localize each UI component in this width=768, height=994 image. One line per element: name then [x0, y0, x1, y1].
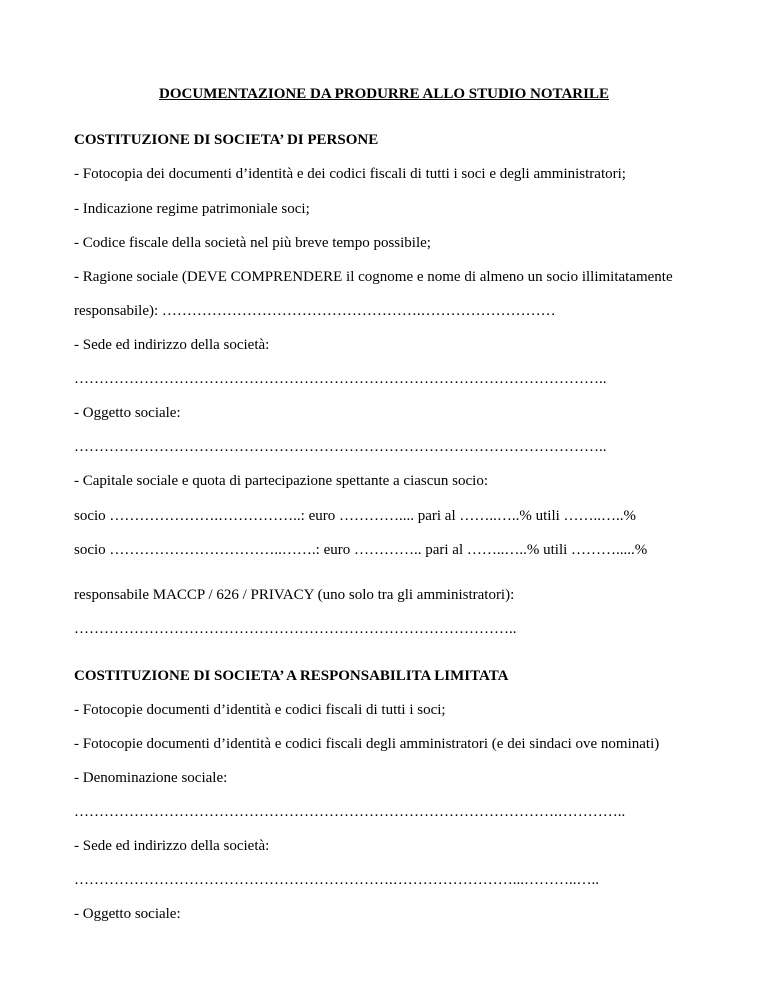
list-item-ragione-sociale: - Ragione sociale (DEVE COMPRENDERE il cognome e nome di almeno un socio illimitatamente — [74, 269, 673, 285]
list-item-capitale-sociale: - Capitale sociale e quota di partecipazione spettante a ciascun socio: — [74, 473, 488, 489]
list-item-documenti-amministratori: - Fotocopie documenti d’identità e codici fiscali degli amministratori (e dei sindaci ove nominati) — [74, 736, 660, 752]
responsabile-fill-line: …………………………………………………………………………….. — [74, 621, 517, 637]
section-heading-societa-persone: COSTITUZIONE DI SOCIETA’ DI PERSONE — [74, 132, 379, 148]
denominazione-fill-line: …………………………………………………………………………………….………….. — [74, 804, 626, 820]
list-item-oggetto-sociale: - Oggetto sociale: — [74, 405, 181, 421]
list-item-documenti-identita: - Fotocopia dei documenti d’identità e dei codici fiscali di tutti i soci e degli amministratori; — [74, 166, 626, 182]
list-item-sede: - Sede ed indirizzo della società: — [74, 337, 270, 353]
socio-row-2: socio ……………………………..…….: euro ………….. pari al ……..…..% utili ……….....% — [74, 542, 648, 558]
responsabile-label: responsabile MACCP / 626 / PRIVACY (uno solo tra gli amministratori): — [74, 587, 515, 603]
document-title: DOCUMENTAZIONE DA PRODURRE ALLO STUDIO NOTARILE — [159, 86, 609, 102]
list-item-sede-srl: - Sede ed indirizzo della società: — [74, 838, 270, 854]
sede-srl-fill-line: ……………………………………………………….……………………...………..….. — [74, 872, 599, 888]
section-heading-srl: COSTITUZIONE DI SOCIETA’ A RESPONSABILITA LIMITATA — [74, 668, 509, 684]
list-item-codice-fiscale: - Codice fiscale della società nel più breve tempo possibile; — [74, 235, 431, 251]
ragione-sociale-fill-line: responsabile): …………………………………………….……………………… — [74, 303, 556, 319]
list-item-oggetto-sociale-srl: - Oggetto sociale: — [74, 906, 181, 922]
list-item-denominazione: - Denominazione sociale: — [74, 770, 228, 786]
list-item-regime-patrimoniale: - Indicazione regime patrimoniale soci; — [74, 201, 310, 217]
list-item-documenti-soci: - Fotocopie documenti d’identità e codici fiscali di tutti i soci; — [74, 702, 446, 718]
oggetto-sociale-fill-line: …………………………………………………………………………………………….. — [74, 439, 607, 455]
sede-fill-line: …………………………………………………………………………………………….. — [74, 371, 607, 387]
socio-row-1: socio ………………….……………..: euro ………….... pari al ……..…..% utili ……..…..% — [74, 508, 637, 524]
